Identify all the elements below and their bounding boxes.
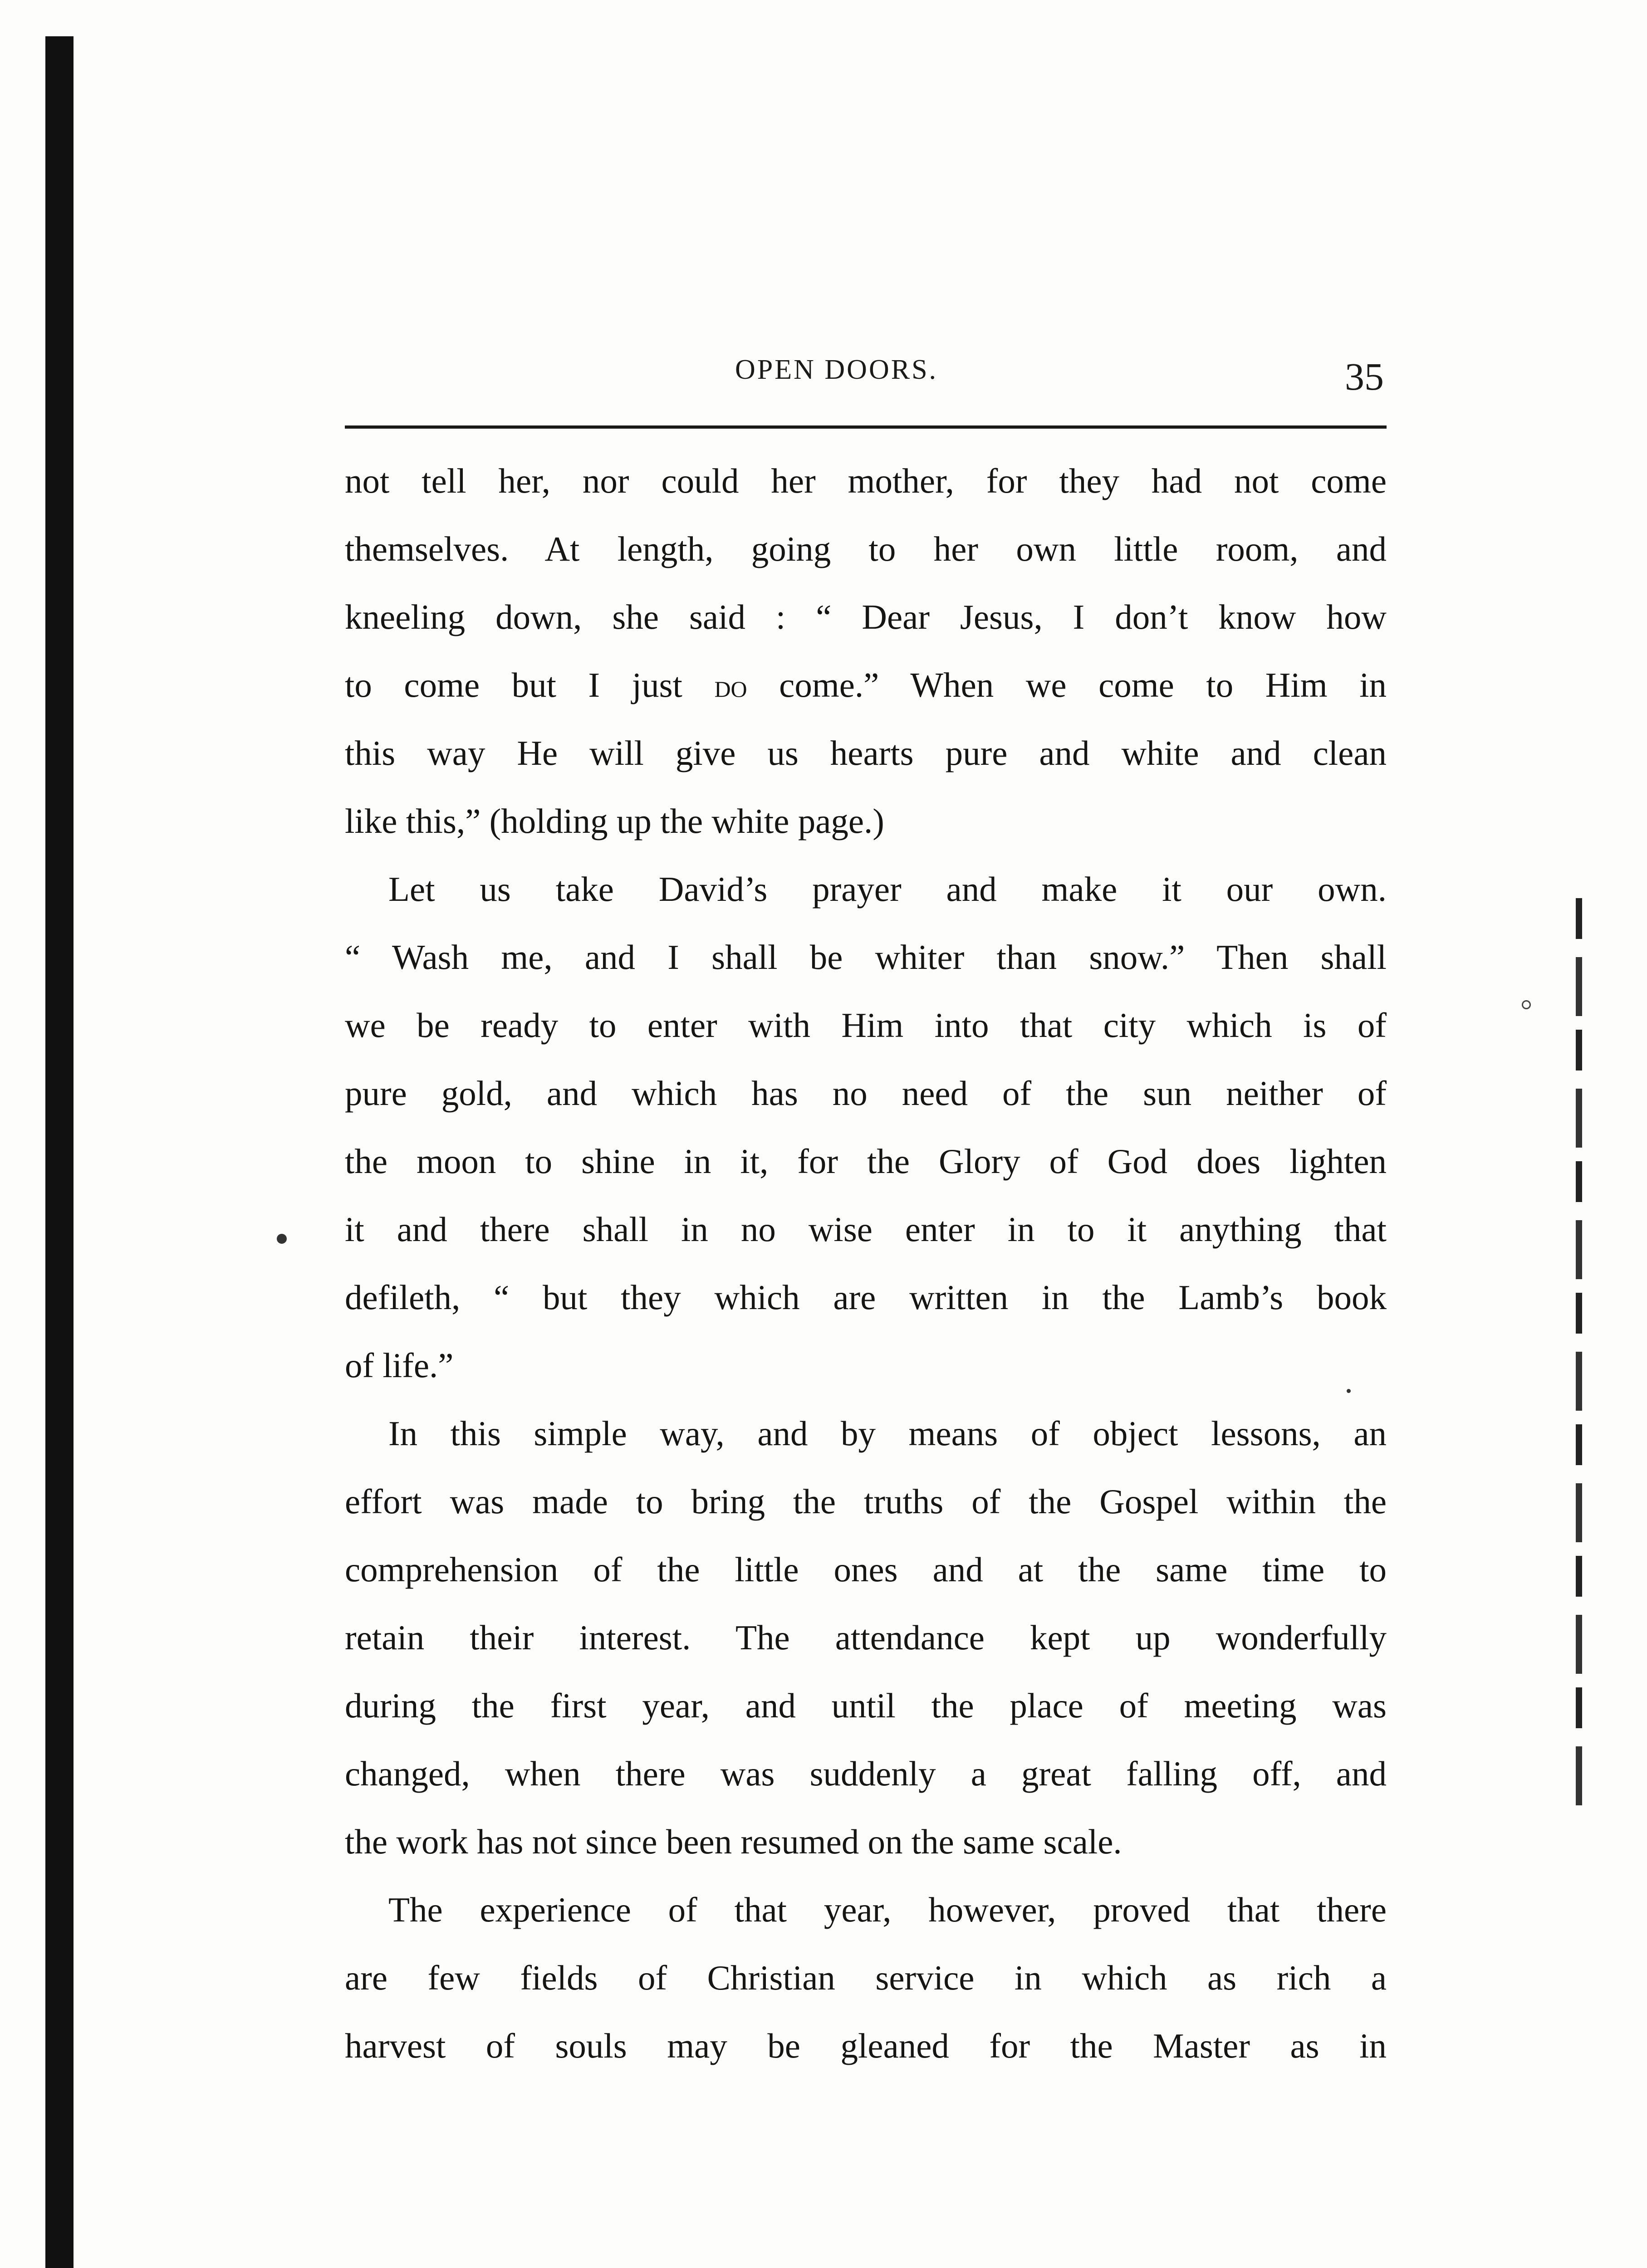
text-line: themselves. At length, going to her own little room, and [345,529,1387,568]
text-line: Let us take David’s prayer and make it our own. [388,870,1387,909]
text-line: comprehension of the little ones and at the same time to [345,1550,1387,1589]
book-binding-edge [45,36,74,2268]
text-line: “ Wash me, and I shall be whiter than snow.” Then shall [345,938,1387,977]
running-head [345,354,1384,408]
small-caps-word: do [714,669,747,704]
body-text [345,447,1387,2080]
text-line: pure gold, and which has no need of the sun neither of [345,1074,1387,1113]
text-line: effort was made to bring the truths of the Gospel within the [345,1482,1387,1521]
text-line: defileth, “ but they which are written in the Lamb’s book [345,1278,1387,1317]
text-line: harvest of souls may be gleaned for the Master as in [345,2026,1387,2065]
text-line: kneeling down, she said : “ Dear Jesus, I don’t know how [345,597,1387,636]
text-line: like this,” (holding up the white page.) [345,802,884,841]
text-line: retain their interest. The attendance kept up wonderfully [345,1618,1387,1657]
text-line-with-emphasis [345,651,1387,719]
header-rule [345,425,1387,429]
page-edge-shadow [1576,898,1582,1805]
text-line: changed, when there was suddenly a great falling off, and [345,1754,1387,1793]
text-line: not tell her, nor could her mother, for they had not come [345,461,1387,500]
text-line: during the first year, and until the place of meeting was [345,1686,1387,1725]
text-line: the moon to shine in it, for the Glory of God does lighten [345,1142,1387,1181]
text-line: of life.” [345,1346,454,1385]
text-line: this way He will give us hearts pure and white and clean [345,733,1387,772]
text-line: The experience of that year, however, proved that there [388,1890,1387,1929]
text-segment: to come but I just [345,665,715,704]
text-line: the work has not since been resumed on the same scale. [345,1822,1122,1861]
text-line: it and there shall in no wise enter in to it anything that [345,1210,1387,1249]
ink-speck [1522,1000,1531,1009]
text-segment: come.” When we come to Him in [747,665,1387,704]
running-head-title: OPEN DOORS. [735,354,938,385]
text-line: we be ready to enter with Him into that city which is of [345,1006,1387,1045]
text-line: are few fields of Christian service in which as rich a [345,1958,1387,1997]
ink-speck [277,1234,287,1244]
page-number: 35 [1345,355,1384,398]
text-line: In this simple way, and by means of object lessons, an [388,1414,1387,1453]
